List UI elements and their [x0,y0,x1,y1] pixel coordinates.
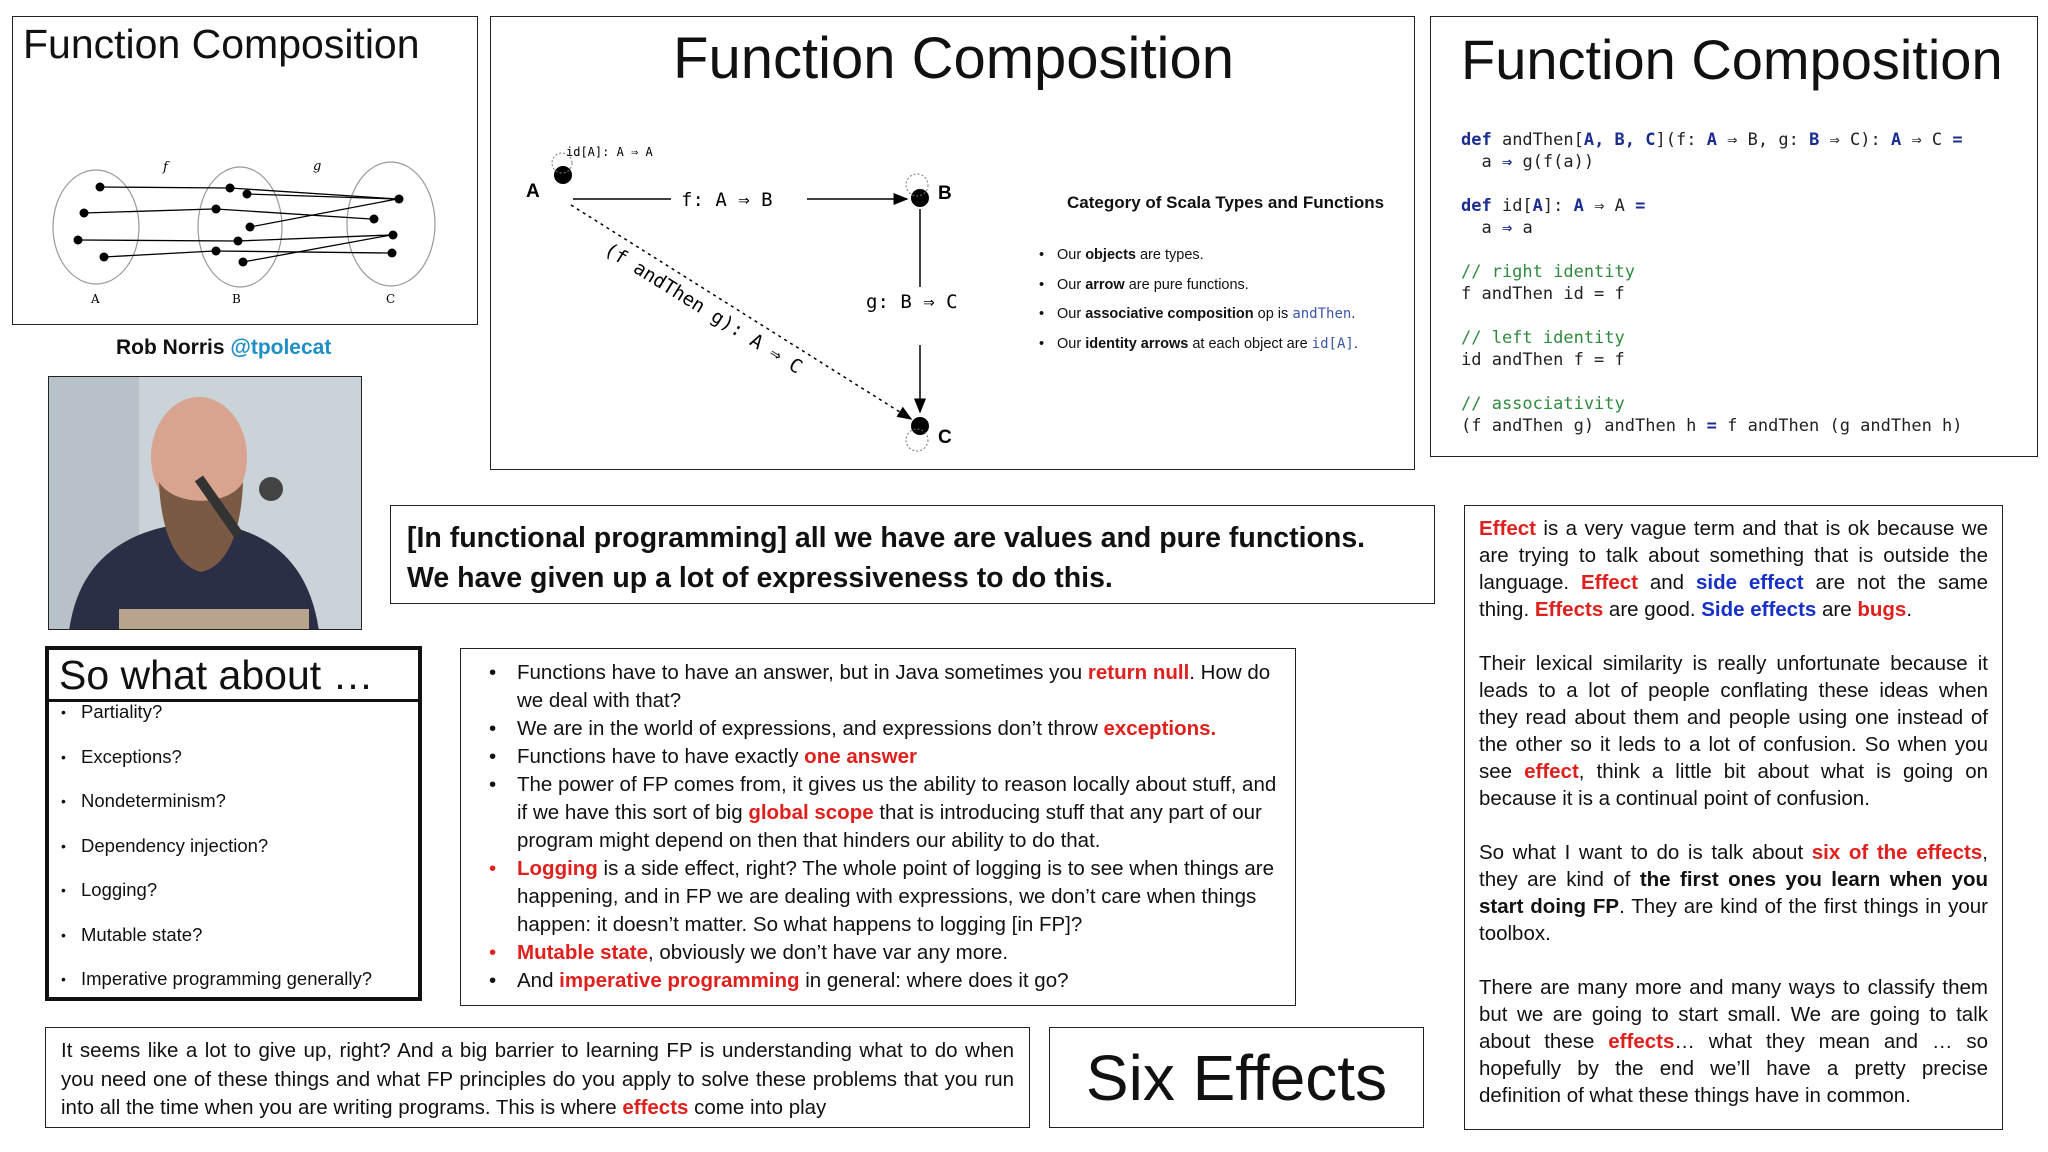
id-label: id[A]: A ⇒ A [566,145,653,159]
barrier-text-box: It seems like a lot to give up, right? And a big barrier to learning FP is understanding what to do when you need one of these things and what FP principles do you apply to solve these problems that you run into all the time when you are writing programs. This is where effects come into play [45,1027,1030,1128]
so-what-title: So what about … [49,650,418,702]
panel1-title: Function Composition [23,21,420,67]
fp-constraints-box [460,648,1296,1006]
quote-line2: We have given up a lot of expressiveness to do this. [407,562,1113,594]
category-item: • Our associative composition op is andThen. [1039,306,1358,336]
list-item: • Functions have to have an answer, but in Java sometimes you return null. How do we deal with that? [473,659,1283,715]
label-f: f [163,160,168,175]
list-item: • Logging? [57,880,418,925]
category-title: Category of Scala Types and Functions [1067,193,1385,212]
label-a: A [91,292,100,306]
speaker-name: Rob Norris @tpolecat [116,336,396,360]
node-a: A [526,181,540,202]
category-list [1039,247,1358,365]
category-item: • Our arrow are pure functions. [1039,277,1358,307]
category-item: • Our objects are types. [1039,247,1358,277]
panel2-title: Function Composition [673,26,1234,91]
list-item: • Partiality? [57,702,418,747]
effect-paragraph-4: There are many more and many ways to classify them but we are going to start small. We are going to talk about these effects… what they mean and … so hopefully by the end we’ll have a pretty precise definition of what these things have in common. [1479,976,1989,1107]
scala-code: def andThen[A, B, C](f: A ⇒ B, g: B ⇒ C): A ⇒ C = a ⇒ g(f(a)) def id[A]: A ⇒ A = a ⇒ a // right identity f andThen id = f // left identity id andThen f = f // associativity (f andThen g) andThen h = f andThen (g andThen h) [1461,130,1963,436]
speaker-avatar [49,377,362,630]
so-what-about-box [45,646,422,1001]
effect-paragraph-1: Effect is a very vague term and that is ok because we are trying to talk about something that is outside the language. Effect and side effect are not the same thing. Effects are good. Side effects are bugs. [1479,517,1988,621]
speaker-handle[interactable]: @tpolecat [230,336,332,359]
fp-constraints-list [473,659,1283,995]
speaker-video [48,376,362,630]
quote-box [390,505,1435,604]
effect-paragraph-2: Their lexical similarity is really unfortunate because it leads to a lot of people conflating these ideas when they read about them and people using one instead of the other so it leds to a lot of confusion. So when you see effect, think a little bit about what is going on because it is a continual point of confusion. [1479,652,1988,810]
label-c: C [386,292,396,306]
list-item: • Nondeterminism? [57,791,418,836]
f-arrow-label: f: A ⇒ B [681,189,773,211]
effect-paragraph-3: So what I want to do is talk about six of the effects, they are kind of the first ones you learn when you start doing FP. They are kind of the first things in your toolbox. [1479,841,1988,945]
category-diagram [491,17,1416,471]
category-item: • Our identity arrows at each object are id[A]. [1039,336,1358,366]
node-b: B [938,183,952,204]
list-item: • Mutable state? [57,925,418,970]
list-item: • Mutable state, obviously we don’t have var any more. [473,939,1283,967]
label-b: B [232,292,241,306]
node-c: C [938,427,952,448]
list-item: • Dependency injection? [57,836,418,881]
so-what-list [49,702,418,1014]
six-effects-title: Six Effects [1049,1027,1424,1128]
list-item: • Functions have to have exactly one answer [473,743,1283,771]
list-item: • We are in the world of expressions, and expressions don’t throw exceptions. [473,715,1283,743]
composed-arrow-label: (f andThen g): A ⇒ C [600,238,807,379]
list-item: • Logging is a side effect, right? The whole point of logging is to see when things are happening, and in FP we are dealing with expressions, we don’t care when things happen: it doesn’t matter. So what happens to logging [in FP]? [473,855,1283,939]
set-diagram [13,17,479,326]
function-composition-code [1430,16,2038,457]
g-arrow-label: g: B ⇒ C [866,291,958,313]
list-item: • Imperative programming generally? [57,969,418,1014]
label-g: g [313,159,322,174]
panel3-title: Function Composition [1461,28,2003,91]
function-composition-category-diagram [490,16,1415,470]
function-composition-set-diagram [12,16,478,325]
effect-explanation-box [1464,505,2003,1130]
list-item: • And imperative programming in general: where does it go? [473,967,1283,995]
quote-line1: [In functional programming] all we have are values and pure functions. [407,522,1366,554]
list-item: • The power of FP comes from, it gives us the ability to reason locally about stuff, and if we have this sort of big global scope that is introducing stuff that any part of our program might depend on then that hinders our ability to do that. [473,771,1283,855]
list-item: • Exceptions? [57,747,418,792]
